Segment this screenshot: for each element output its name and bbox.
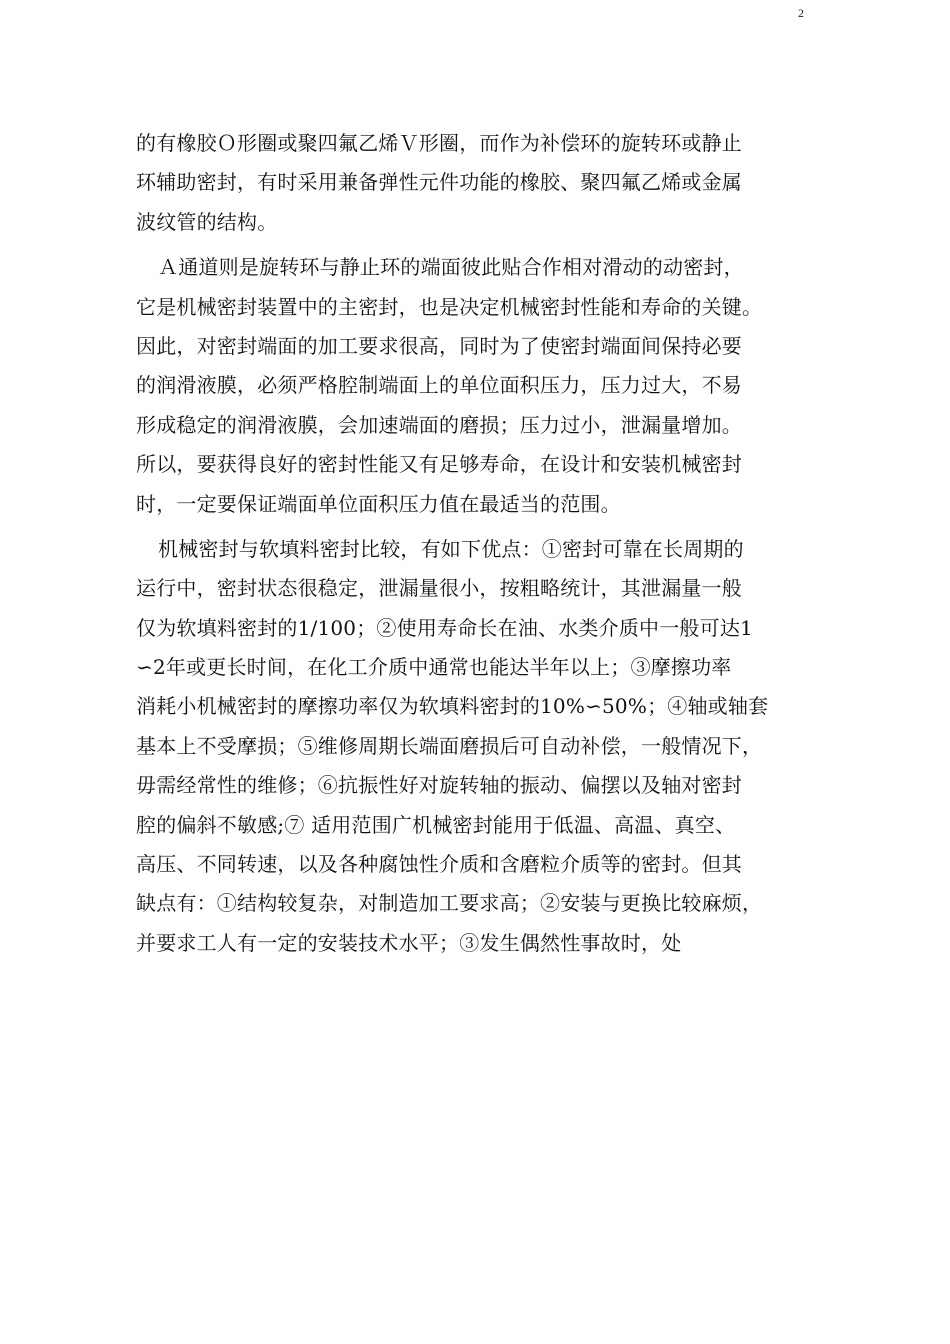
text-line: 消耗小机械密封的摩擦功率仅为软填料密封的10%∽50%；④轴或轴套 <box>136 694 769 719</box>
paragraph-1 <box>136 124 836 242</box>
text-line: 时，一定要保证端面单位面积压力值在最适当的范围。 <box>136 491 621 516</box>
text-line: 缺点有：①结构较复杂，对制造加工要求高；②安装与更换比较麻烦， <box>136 891 763 916</box>
text-line: 环辅助密封，有时采用兼备弹性元件功能的橡胶、聚四氟乙烯或金属 <box>136 170 742 195</box>
text-line: 的有橡胶Ｏ形圈或聚四氟乙烯Ｖ形圈，而作为补偿环的旋转环或静止 <box>136 131 742 155</box>
text-line: 运行中，密封状态很稳定，泄漏量很小，按粗略统计，其泄漏量一般 <box>136 576 742 601</box>
text-line: Ａ通道则是旋转环与静止环的端面彼此贴合作相对滑动的动密封， <box>158 255 744 280</box>
text-line: 并要求工人有一定的安装技术水平；③发生偶然性事故时，处 <box>136 930 682 955</box>
text-line: 所以，要获得良好的密封性能又有足够寿命，在设计和安装机械密封 <box>136 452 742 477</box>
text-line: 的润滑液膜，必须严格腔制端面上的单位面积压力，压力过大，不易 <box>136 373 742 398</box>
paragraph-2 <box>136 248 836 524</box>
paragraph-3 <box>136 530 836 963</box>
text-line: 高压、不同转速，以及各种腐蚀性介质和含磨粒介质等的密封。但其 <box>136 852 742 877</box>
text-line: 仅为软填料密封的1/100；②使用寿命长在油、水类介质中一般可达1 <box>136 615 753 640</box>
text-line: 基本上不受摩损；⑤维修周期长端面磨损后可自动补偿，一般情况下， <box>136 733 763 758</box>
text-line: 因此，对密封端面的加工要求很高，同时为了使密封端面间保持必要 <box>136 333 742 358</box>
text-line: 机械密封与软填料密封比较，有如下优点：①密封可靠在长周期的 <box>158 536 744 561</box>
document-body <box>136 124 836 963</box>
page-number: 2 <box>798 6 804 20</box>
text-line: 毋需经常性的维修；⑥抗振性好对旋转轴的振动、偏摆以及轴对密封 <box>136 773 742 798</box>
text-line: 它是机械密封装置中的主密封，也是决定机械密封性能和寿命的关键。 <box>136 294 763 319</box>
text-line: 形成稳定的润滑液膜，会加速端面的磨损；压力过小，泄漏量增加。 <box>136 412 742 437</box>
text-line: 波纹管的结构。 <box>136 209 278 234</box>
text-line: 腔的偏斜不敏感;⑦ 适用范围广机械密封能用于低温、高温、真空、 <box>136 812 736 837</box>
text-line: ∽2年或更长时间，在化工介质中通常也能达半年以上；③摩擦功率 <box>136 655 732 680</box>
